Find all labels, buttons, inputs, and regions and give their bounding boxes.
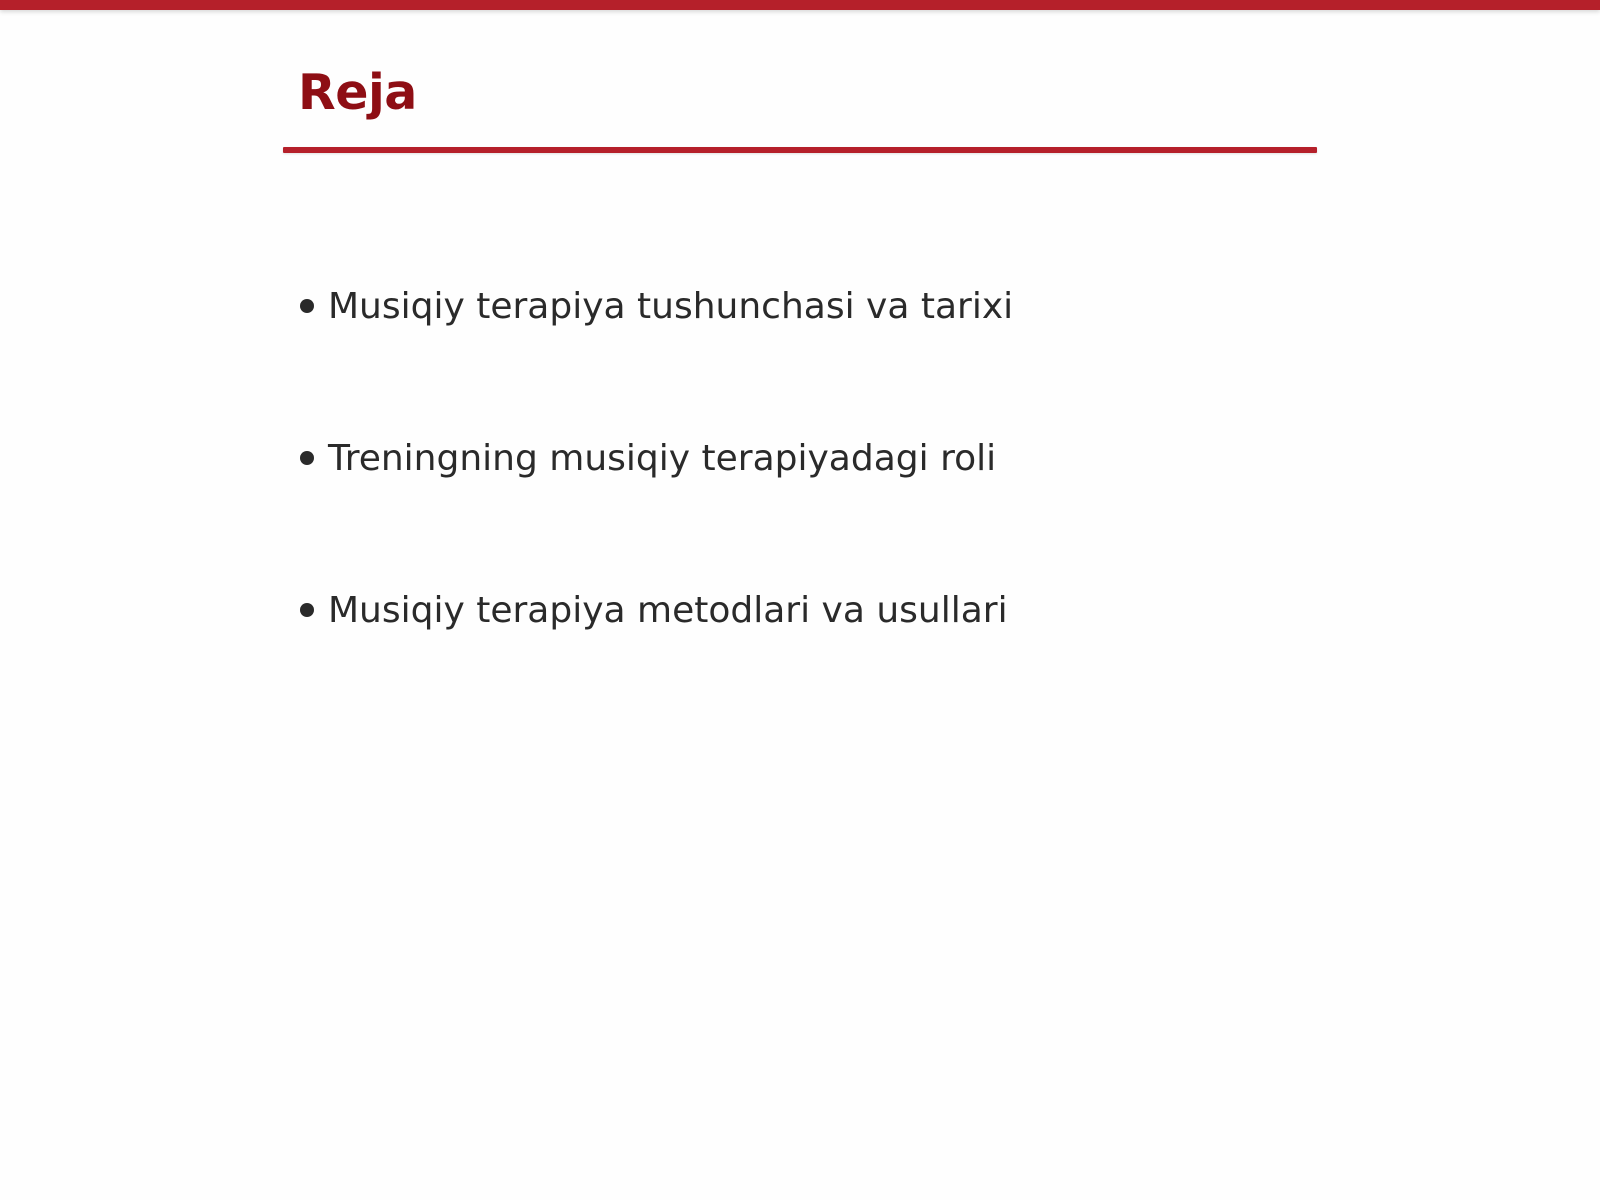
bullet-list: [300, 280, 1013, 736]
bullet-dot-icon: [300, 603, 314, 617]
bullet-item: [300, 280, 1013, 332]
bullet-text: Musiqiy terapiya metodlari va usullari: [328, 589, 1008, 631]
slide-title: Reja: [298, 64, 417, 121]
bullet-item: [300, 584, 1013, 636]
bullet-text: Musiqiy terapiya tushunchasi va tarixi: [328, 285, 1014, 327]
bullet-text: Treningning musiqiy terapiyadagi roli: [328, 437, 997, 479]
bullet-dot-icon: [300, 451, 314, 465]
bullet-item: [300, 432, 1013, 484]
title-underline: [283, 147, 1317, 153]
top-accent-bar: [0, 0, 1600, 10]
bullet-dot-icon: [300, 299, 314, 313]
